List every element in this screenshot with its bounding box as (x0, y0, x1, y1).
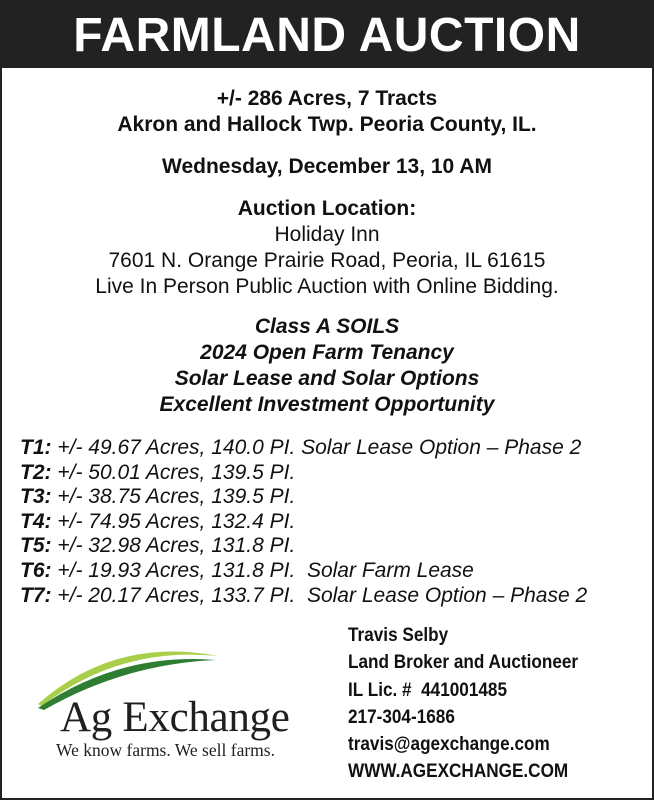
location-format: Live In Person Public Auction with Online Bidding. (95, 275, 559, 298)
tract-row (20, 485, 652, 510)
tract-details: +/- 19.93 Acres, 131.8 PI. Solar Farm Lease (57, 558, 474, 582)
township-line: Akron and Hallock Twp. Peoria County, IL. (117, 113, 537, 136)
tract-row (20, 584, 652, 609)
ag-exchange-logo (20, 642, 330, 772)
tract-id: T5: (20, 534, 52, 558)
feature-item: Class A SOILS (254, 315, 400, 338)
tract-details: +/- 74.95 Acres, 132.4 PI. (57, 509, 296, 533)
banner-title: FARMLAND AUCTION (2, 2, 652, 68)
tract-details: +/- 32.98 Acres, 131.8 PI. (57, 534, 296, 558)
contact-title: Land Broker and Auctioneer (348, 651, 579, 674)
contact-name: Travis Selby (348, 624, 449, 646)
tract-id: T2: (20, 460, 52, 484)
summary (2, 86, 652, 138)
tract-row (20, 559, 652, 584)
contact-website[interactable]: WWW.AGEXCHANGE.COM (348, 760, 569, 783)
contact-email[interactable]: travis@agexchange.com (348, 733, 550, 756)
contact-license: IL Lic. # 441001485 (348, 678, 508, 701)
tract-row (20, 510, 652, 535)
tract-details: +/- 20.17 Acres, 133.7 PI. Solar Lease Option – Phase 2 (57, 583, 588, 607)
tract-id: T1: (20, 436, 52, 459)
contact-phone: 217-304-1686 (348, 705, 455, 728)
tract-details: +/- 50.01 Acres, 139.5 PI. (57, 460, 296, 484)
auction-location (2, 196, 652, 300)
tracts-list (2, 436, 652, 608)
tract-id: T7: (20, 583, 52, 607)
feature-item: 2024 Open Farm Tenancy (200, 341, 454, 364)
tract-id: T6: (20, 558, 52, 582)
logo-tagline: We know farms. We sell farms. (56, 740, 275, 760)
features-list (2, 314, 652, 418)
tract-row (20, 534, 652, 559)
feature-item: Solar Lease and Solar Options (174, 367, 480, 390)
tract-details: +/- 49.67 Acres, 140.0 PI. Solar Lease Option – Phase 2 (57, 436, 582, 459)
auction-date: Wednesday, December 13, 10 AM (162, 155, 492, 178)
acres-line: +/- 286 Acres, 7 Tracts (216, 87, 438, 110)
tract-id: T3: (20, 485, 52, 509)
tract-row (20, 461, 652, 486)
location-heading: Auction Location: (237, 197, 417, 220)
location-venue: Holiday Inn (274, 223, 380, 246)
tract-row (20, 436, 652, 461)
feature-item: Excellent Investment Opportunity (159, 393, 495, 416)
contact-block (348, 622, 578, 786)
location-address: 7601 N. Orange Prairie Road, Peoria, IL 61615 (108, 249, 546, 272)
logo-name: Ag Exchange (60, 694, 290, 741)
tract-details: +/- 38.75 Acres, 139.5 PI. (57, 485, 296, 509)
tract-id: T4: (20, 509, 52, 533)
